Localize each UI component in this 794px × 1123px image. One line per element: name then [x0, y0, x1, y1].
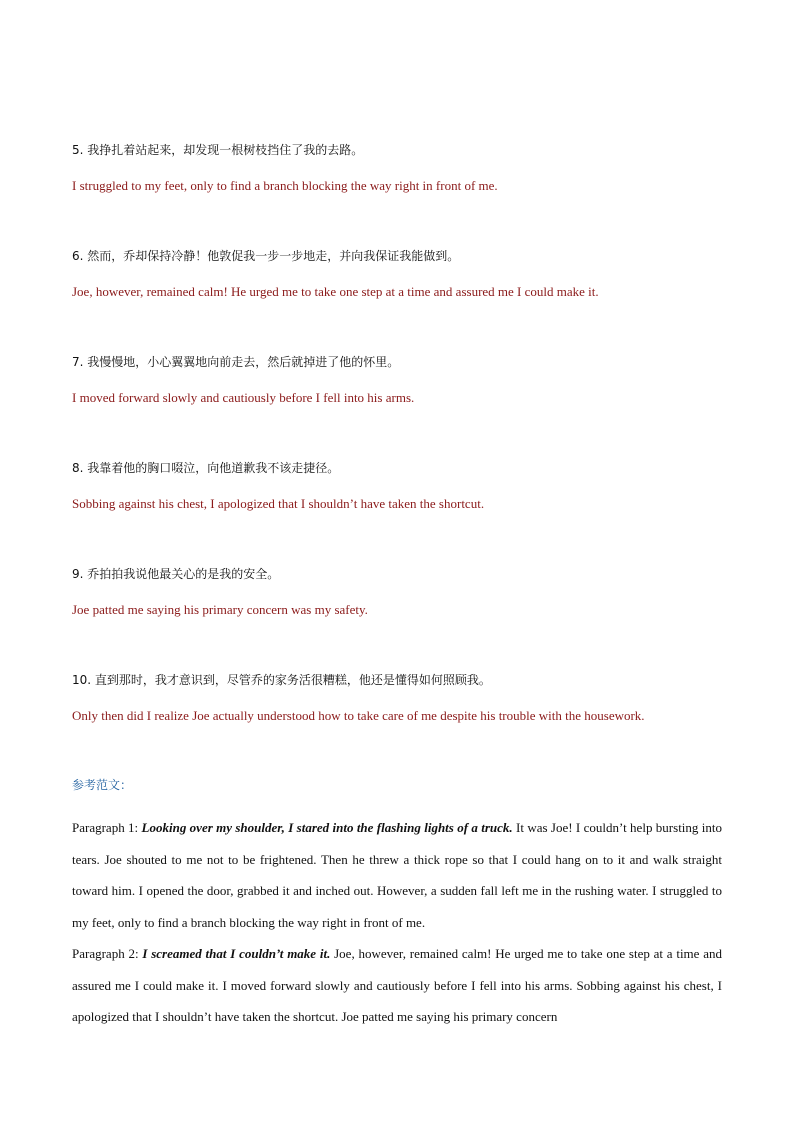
english-translation: I struggled to my feet, only to find a branch blocking the way right in front of me.	[72, 178, 498, 193]
paragraph-1	[72, 812, 722, 938]
reference-heading: 参考范文：	[72, 778, 133, 792]
emphasis-sentence: Looking over my shoulder, I stared into the flashing lights of a truck.	[141, 820, 513, 835]
paragraph-2	[72, 938, 722, 1033]
paragraph-text: It was Joe! I couldn’t help bursting into tears. Joe shouted to me not to be frightened. Then he threw a thick rope so that I could hang on to it and walk straight toward him. I opened the door, grabbed it and inched out. However, a sudden fall left me in the rushing water. I struggled to my feet, only to find a branch blocking the way right in front of me.	[72, 820, 722, 930]
item-10	[72, 672, 722, 724]
chinese-sentence: 7. 我慢慢地，小心翼翼地向前走去，然后就掉进了他的怀里。	[72, 355, 400, 369]
english-translation: I moved forward slowly and cautiously before I fell into his arms.	[72, 390, 415, 405]
item-8	[72, 460, 722, 512]
item-9	[72, 566, 722, 618]
english-translation: Sobbing against his chest, I apologized that I shouldn’t have taken the shortcut.	[72, 496, 485, 511]
reference-essay	[72, 812, 722, 1033]
item-5	[72, 142, 722, 194]
document-page	[72, 0, 722, 1123]
english-translation: Only then did I realize Joe actually understood how to take care of me despite his trouble with the housework.	[72, 708, 645, 723]
chinese-sentence: 9. 乔拍拍我说他最关心的是我的安全。	[72, 567, 280, 581]
paragraph-label: Paragraph 2:	[72, 946, 143, 961]
emphasis-sentence: I screamed that I couldn’t make it.	[142, 946, 331, 961]
chinese-sentence: 6. 然而，乔却保持冷静！他敦促我一步一步地走，并向我保证我能做到。	[72, 249, 460, 263]
chinese-sentence: 10. 直到那时，我才意识到，尽管乔的家务活很糟糕，他还是懂得如何照顾我。	[72, 673, 491, 687]
chinese-sentence: 8. 我靠着他的胸口啜泣，向他道歉我不该走捷径。	[72, 461, 340, 475]
paragraph-label: Paragraph 1:	[72, 820, 142, 835]
chinese-sentence: 5. 我挣扎着站起来，却发现一根树枝挡住了我的去路。	[72, 143, 364, 157]
item-7	[72, 354, 722, 406]
english-translation: Joe, however, remained calm! He urged me to take one step at a time and assured me I could make it.	[72, 284, 599, 299]
item-6	[72, 248, 722, 300]
paragraph-text: Joe, however, remained calm! He urged me to take one step at a time and assured me I could make it. I moved forward slowly and cautiously before I fell into his arms. Sobbing against his chest, I apologized that I shouldn’t have taken the shortcut. Joe patted me saying his primary concern	[72, 946, 722, 1024]
english-translation: Joe patted me saying his primary concern was my safety.	[72, 602, 368, 617]
